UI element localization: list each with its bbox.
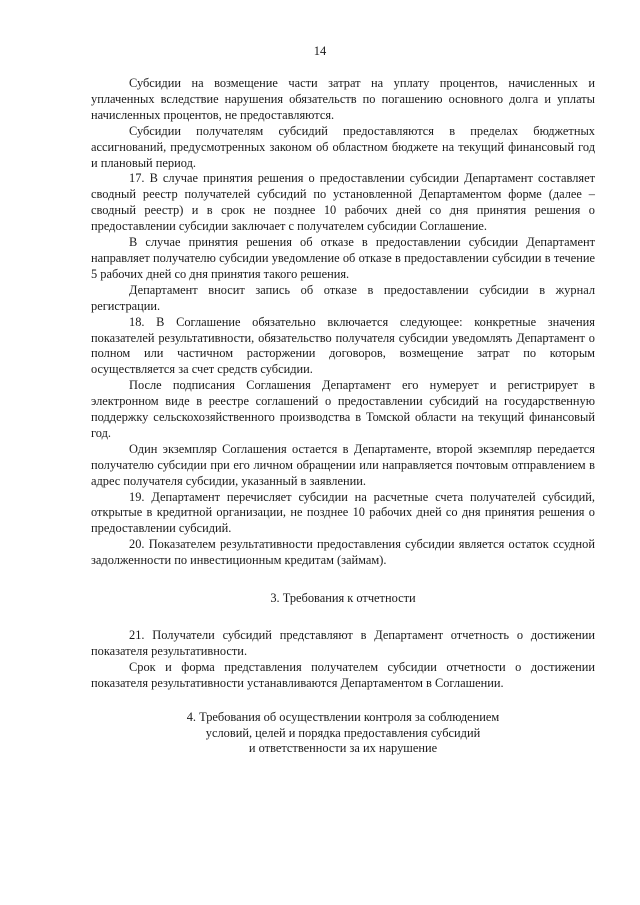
paragraph: Один экземпляр Соглашения остается в Департаменте, второй экземпляр передается получателю субсидии при его личном обращении или направляется почтовым отправлением в адрес получателя субсидии, указанный в заявлении.	[91, 441, 595, 488]
paragraph: 21. Получатели субсидий представляют в Департамент отчетность о достижении показателя результативности.	[91, 628, 595, 658]
paragraph: Субсидии получателям субсидий предоставляются в пределах бюджетных ассигнований, предусмотренных законом об областном бюджете на текущий финансовый год и плановый период.	[91, 123, 595, 170]
page-number: 14	[313, 44, 327, 58]
section-4-heading-line: и ответственности за их нарушение	[248, 741, 438, 756]
paragraph: 17. В случае принятия решения о предоставлении субсидии Департамент составляет сводный реестр получателей субсидий по установленной Департаментом форме (далее – сводный реестр) и в срок не позднее 10 рабочих дней со дня принятия решения о предоставлении субсидии заключает с получателем субсидии Соглашение.	[91, 171, 595, 234]
section-4-heading	[91, 710, 595, 758]
paragraph: 19. Департамент перечисляет субсидии на расчетные счета получателей субсидий, открытые в кредитной организации, не позднее 10 рабочих дней со дня принятия решения о предоставлении субсидий.	[91, 489, 595, 536]
paragraph: Срок и форма представления получателем субсидии отчетности о достижении показателя результативности устанавливаются Департаментом в Соглашении.	[91, 659, 595, 690]
paragraph: В случае принятия решения об отказе в предоставлении субсидии Департамент направляет получателю субсидии уведомление об отказе в предоставлении субсидии в течение 5 рабочих дней со дня принятия такого решения.	[91, 235, 595, 281]
paragraph: 18. В Соглашение обязательно включается следующее: конкретные значения показателей результативности, обязательство получателя субсидии уведомлять Департамент о полном или частичном расторжении договоров, возмещение затрат по которым осуществляется за счет средств субсидии.	[91, 314, 595, 377]
paragraph: После подписания Соглашения Департамент его нумерует и регистрирует в электронном виде в реестре соглашений о предоставлении субсидий на государственную поддержку сельскохозяйственного производства в Томской области на текущий финансовый год.	[91, 378, 595, 440]
paragraph: Департамент вносит запись об отказе в предоставлении субсидии в журнал регистрации.	[91, 282, 595, 313]
section-3-heading: 3. Требования к отчетности	[270, 591, 416, 606]
paragraph: Субсидии на возмещение части затрат на уплату процентов, начисленных и уплаченных вследствие нарушения обязательств по погашению основного долга и уплаты начисленных процентов, не предоставляются.	[91, 76, 595, 122]
paragraph: 20. Показателем результативности предоставления субсидии является остаток ссудной задолженности по инвестиционным кредитам (займам).	[91, 537, 595, 568]
section-4-heading-line: 4. Требования об осуществлении контроля за соблюдением	[186, 709, 500, 724]
section-4-heading-line: условий, целей и порядка предоставления субсидий	[205, 725, 481, 740]
document-body	[91, 76, 595, 757]
